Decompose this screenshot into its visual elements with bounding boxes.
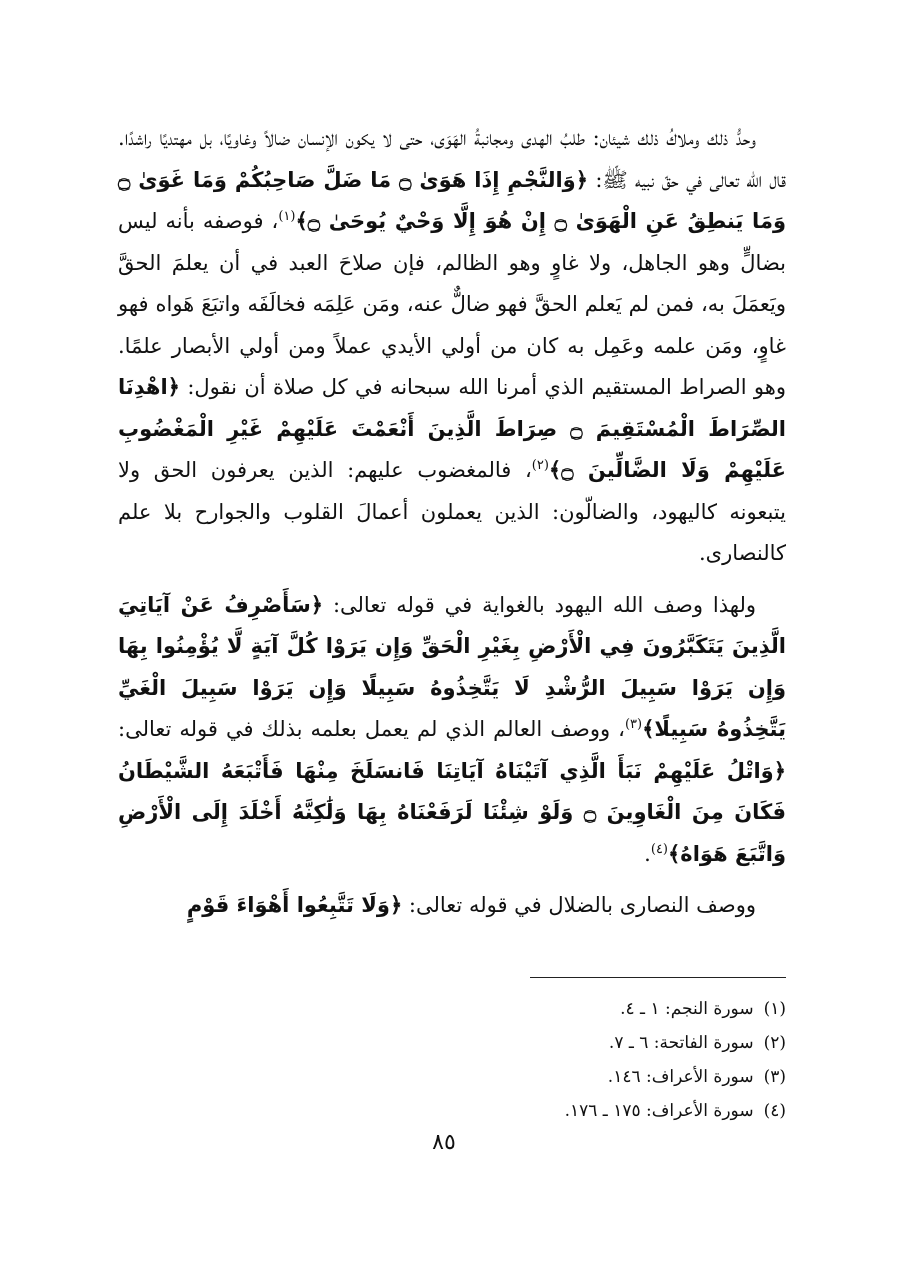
text-segment: ، فوصفه بأنه ليس بضالٍّ وهو الجاهل، ولا غاوٍ وهو الظالم، فإن صلاحَ العبد في أن يعلمَ الحقَّ ويَعمَلَ به، فمن لم يَعلم الحقَّ فهو ضالٌّ عنه، ومَن عَلِمَه فخالَفَه واتبَعَ هَواه فهو غاوٍ، ومَن علمه وعَمِل به كان من أولي الأيدي عملاً ومن أولي الأبصار علمًا. وهو الصراط المستقيم الذي أمرنا الله سبحانه في كل صلاة أن نقول: (118, 209, 786, 399)
text-segment: ووصف النصارى بالضلال في قوله تعالى: (402, 893, 756, 917)
text-segment: . (644, 841, 651, 866)
footnote-ref-4[interactable]: (٤) (650, 841, 668, 857)
paragraph-3 (118, 885, 786, 927)
page-body (118, 118, 786, 927)
footnote-text: سورة الأعراف: ١٤٦. (607, 1067, 754, 1087)
footnote-text: سورة الأعراف: ١٧٥ ـ ١٧٦. (564, 1101, 754, 1121)
footnote-3 (300, 1060, 786, 1094)
paragraph-2 (118, 585, 786, 876)
footnote-text: سورة الفاتحة: ٦ ـ ٧. (608, 1033, 754, 1053)
quran-verse-maida: ﴿وَلَا تَتَّبِعُوا أَهْوَاءَ قَوْمٍ (186, 893, 403, 917)
footnote-number: (٢) (763, 1033, 786, 1053)
quran-verse-fatiha: ﴿اهْدِنَا الصِّرَاطَ الْمُسْتَقِيمَ ۝ صِرَاطَ الَّذِينَ أَنْعَمْتَ عَلَيْهِمْ غَيْرِ الْمَغْضُوبِ عَلَيْهِمْ وَلَا الضَّالِّينَ ۝﴾ (118, 375, 786, 482)
footnote-number: (١) (763, 999, 786, 1019)
paragraph-1 (118, 118, 786, 575)
footnotes (300, 992, 786, 1128)
page-number: ٨٥ (432, 1130, 456, 1155)
quran-verse-araf-175: ﴿وَاتْلُ عَلَيْهِمْ نَبَأَ الَّذِي آتَيْنَاهُ آيَاتِنَا فَانسَلَخَ مِنْهَا فَأَتْبَعَهُ الشَّيْطَانُ فَكَانَ مِنَ الْغَاوِينَ ۝ وَلَوْ شِئْنَا لَرَفَعْنَاهُ بِهَا وَلَٰكِنَّهُ أَخْلَدَ إِلَى الْأَرْضِ وَاتَّبَعَ هَوَاهُ﴾ (118, 758, 786, 866)
quran-verse-araf-146: ﴿سَأَصْرِفُ عَنْ آيَاتِيَ الَّذِينَ يَتَكَبَّرُونَ فِي الْأَرْضِ بِغَيْرِ الْحَقِّ وَإِن يَرَوْا كُلَّ آيَةٍ لَّا يُؤْمِنُوا بِهَا وَإِن يَرَوْا سَبِيلَ الرُّشْدِ لَا يَتَّخِذُوهُ سَبِيلًا وَإِن يَرَوْا سَبِيلَ الْغَيِّ يَتَّخِذُوهُ سَبِيلًا﴾ (118, 592, 787, 741)
footnote-divider (530, 977, 786, 978)
footnote-ref-1[interactable]: (١) (278, 209, 296, 224)
footnote-ref-3[interactable]: (٣) (624, 717, 643, 732)
footnote-ref-2[interactable]: (٢) (531, 458, 549, 473)
footnote-text: سورة النجم: ١ ـ ٤. (620, 999, 754, 1019)
footnote-number: (٣) (763, 1067, 786, 1087)
text-segment: ، فالمغضوب عليهم: الذين يعرفون الحق ولا يتبعونه كاليهود، والضالّون: الذين يعملون أعمالَ القلوب والجوارح بلا علم كالنصارى. (118, 458, 786, 565)
text-segment: وحدُّ ذلك وملاكُ ذلك شيئان: طلبُ الهدى ومجانبةُ الهَوَى، حتى لا يكون الإنسان ضالاً وغاويًا، بل مهتديًا راشدًا. قال الله تعالى في حقّ نبيه ﷺ: (118, 126, 786, 192)
footnote-number: (٤) (763, 1101, 786, 1121)
quran-verse-najm: ﴿وَالنَّجْمِ إِذَا هَوَىٰ ۝ مَا ضَلَّ صَاحِبُكُمْ وَمَا غَوَىٰ ۝ وَمَا يَنطِقُ عَنِ الْهَوَىٰ ۝ إِنْ هُوَ إِلَّا وَحْيٌ يُوحَىٰ ۝﴾ (118, 167, 786, 233)
footnote-4 (300, 1094, 786, 1128)
footnote-2 (300, 1026, 786, 1060)
text-segment: ، ووصف العالم الذي لم يعمل بعلمه بذلك في قوله تعالى: (118, 717, 625, 741)
text-segment: ولهذا وصف الله اليهود بالغواية في قوله تعالى: (323, 592, 756, 617)
footnote-1 (300, 992, 786, 1026)
